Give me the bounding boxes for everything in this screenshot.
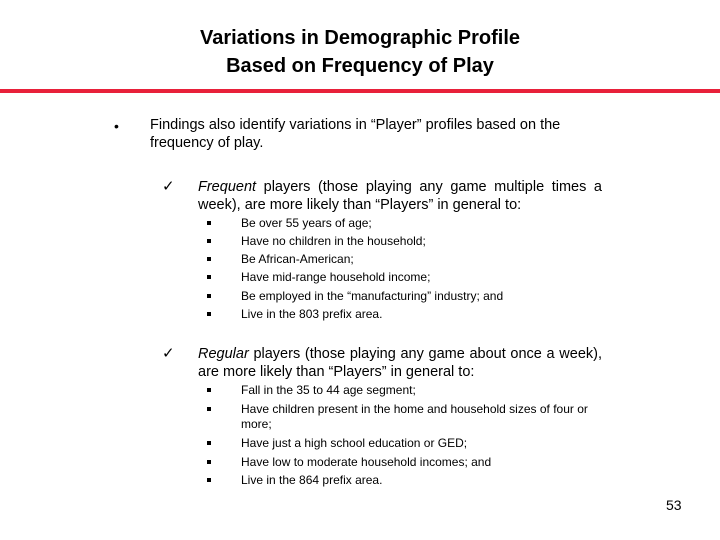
title-divider <box>0 89 720 93</box>
group-frequent-label: Frequent <box>198 179 257 195</box>
checkmark-icon: ✓ <box>162 345 175 362</box>
square-bullet-icon <box>207 294 211 298</box>
page-number: 53 <box>666 497 682 513</box>
intro-text: Findings also identify variations in “Player” profiles based on the frequency of play. <box>150 117 561 151</box>
group-regular-label: Regular <box>198 346 249 362</box>
bullet-dot-icon: • <box>114 118 119 134</box>
group-regular-description: players (those playing any game about once a week), are more likely than “Players” in general to: <box>198 346 602 380</box>
group-frequent-description: players (those playing any game multiple times a week), are more likely than “Players” in general to: <box>198 179 602 213</box>
square-bullet-icon <box>207 460 211 464</box>
square-bullet-icon <box>207 441 211 445</box>
square-bullet-icon <box>207 407 211 411</box>
square-bullet-icon <box>207 388 211 392</box>
title-line-1: Variations in Demographic Profile <box>199 27 521 49</box>
title-line-2: Based on Frequency of Play <box>226 55 494 77</box>
square-bullet-icon <box>207 478 211 482</box>
square-bullet-icon <box>207 257 211 261</box>
checkmark-icon: ✓ <box>162 178 175 195</box>
square-bullet-icon <box>207 221 211 225</box>
square-bullet-icon <box>207 312 211 316</box>
slide-title <box>0 24 720 80</box>
square-bullet-icon <box>207 275 211 279</box>
group-frequent-text <box>198 178 602 214</box>
group-regular-text <box>198 345 602 381</box>
square-bullet-icon <box>207 239 211 243</box>
